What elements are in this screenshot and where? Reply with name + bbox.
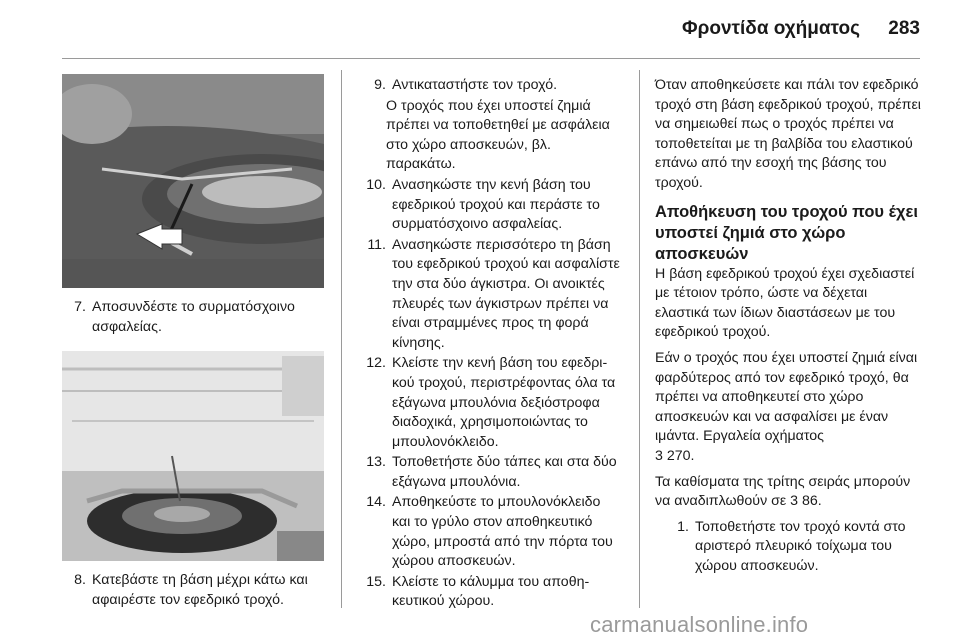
column-divider-2 xyxy=(639,70,640,608)
column-divider-1 xyxy=(341,70,342,608)
figure-2-caption xyxy=(62,571,324,610)
column-1 xyxy=(62,74,324,624)
step-number: 12. xyxy=(366,355,386,372)
paragraph xyxy=(655,473,923,512)
page-reference-link[interactable]: 3 86. xyxy=(790,493,822,510)
caption-text: Κατεβάστε τη βάση μέχρι κάτω και αφαιρέστε τον εφεδρικό τροχό. xyxy=(92,572,308,608)
step-item xyxy=(352,76,622,96)
section-heading: Αποθήκευση του τροχού που έχει υποστεί ζημιά στο χώρο αποσκευών xyxy=(655,202,918,263)
step-number: 11. xyxy=(367,236,386,253)
step-item xyxy=(352,176,622,235)
page-title: Φροντίδα οχήματος xyxy=(682,18,860,39)
step-text: Τοποθετήστε δύο τάπες και στα δύο εξάγωνα μπουλόνια. xyxy=(392,454,617,490)
step-text: Κλείστε το κάλυμμα του αποθηκευτικού χώρου. xyxy=(392,573,590,610)
step-number: 10. xyxy=(366,176,386,193)
step-text: Κλείστε την κενή βάση του εφεδρικού τροχού, περιστρέφοντας όλα τα εξάγωνα μπουλόνια δεξιόστροφα διαδοχικά, χρησιμοποιώντας το μπουλονόκλειδο. xyxy=(392,355,616,450)
step-number: 1. xyxy=(677,518,689,535)
step-item xyxy=(352,236,622,354)
step-item xyxy=(352,453,622,492)
intro-paragraph: Όταν αποθηκεύσετε και πάλι τον εφεδρικό τροχό στη βάση εφεδρικού τροχού, πρέπει να σημειωθεί πως ο τροχός πρέπει να τοποθετείται με τη βαλβίδα του ελαστικού επάνω από την εσοχή της βάσης του τροχού. xyxy=(655,77,921,191)
step-note: Ο τροχός που έχει υποστεί ζημιά πρέπει να τοποθετηθεί με ασφάλεια στο χώρο αποσκευών, βλ. παρακάτω. xyxy=(386,97,610,173)
step-text: Αποθηκεύστε το μπουλονόκλειδο και το γρύλο στον αποθηκευτικό χώρο, μπροστά από την πόρτα του χώρου αποσκευών. xyxy=(392,494,613,570)
paragraph xyxy=(655,349,923,467)
page-reference-link[interactable]: 3 270. xyxy=(655,447,695,464)
step-number: 9. xyxy=(374,77,386,93)
step-number: 14. xyxy=(366,494,386,511)
caption-text: Αποσυνδέστε το συρματόσχοινο ασφαλείας. xyxy=(92,299,295,335)
step-item xyxy=(352,573,622,612)
figure-disconnect-cable xyxy=(62,74,324,288)
header-divider xyxy=(62,58,920,59)
step-text: Αντικαταστήστε τον τροχό. xyxy=(392,77,558,93)
step-text: Τοποθετήστε τον τροχό κοντά στο αριστερό πλευρικό τοίχωμα του χώρου αποσκευών. xyxy=(695,518,906,574)
column-3 xyxy=(655,76,923,577)
step-number: 13. xyxy=(366,454,386,471)
step-text: Ανασηκώστε την κενή βάση του εφεδρικού τροχού και περάστε το συρματόσχοινο ασφαλείας. xyxy=(392,176,600,233)
paragraph-text: Τα καθίσματα της τρίτης σειράς μπορούν να αναδιπλωθούν σε xyxy=(655,473,911,510)
step-item xyxy=(352,493,622,571)
caption-number: 8. xyxy=(74,572,86,589)
step-item xyxy=(655,518,923,577)
page-number: 283 xyxy=(888,18,920,39)
paragraph: Η βάση εφεδρικού τροχού έχει σχεδιαστεί με τέτοιον τρόπο, ώστε να δέχεται ελαστικά των ίδιων διαστάσεων με του εφεδρικού τροχού. xyxy=(655,265,915,341)
figure-lower-carrier xyxy=(62,351,324,561)
figure-1-caption xyxy=(62,298,324,337)
watermark: carmanualsonline.info xyxy=(590,612,809,637)
step-number: 15. xyxy=(366,573,386,590)
paragraph-text: Εάν ο τροχός που έχει υποστεί ζημιά είναι φαρδύτερος από τον εφεδρικό τροχό, θα πρέπει να αποθηκευτεί στο χώρο αποσκευών και να ασφαλίσει με έναν ιμάντα. Εργαλεία οχήματος xyxy=(655,349,918,445)
column-2 xyxy=(352,76,622,613)
step-item xyxy=(352,354,622,452)
step-text: Ανασηκώστε περισσότερο τη βάση του εφεδρικού τροχού και ασφαλίστε την στα δύο άγκιστρα. Οι ανοικτές πλευρές των άγκιστρων πρέπει να είναι στραμμένες προς τη φορά κίνησης. xyxy=(392,236,620,351)
caption-number: 7. xyxy=(74,299,86,315)
